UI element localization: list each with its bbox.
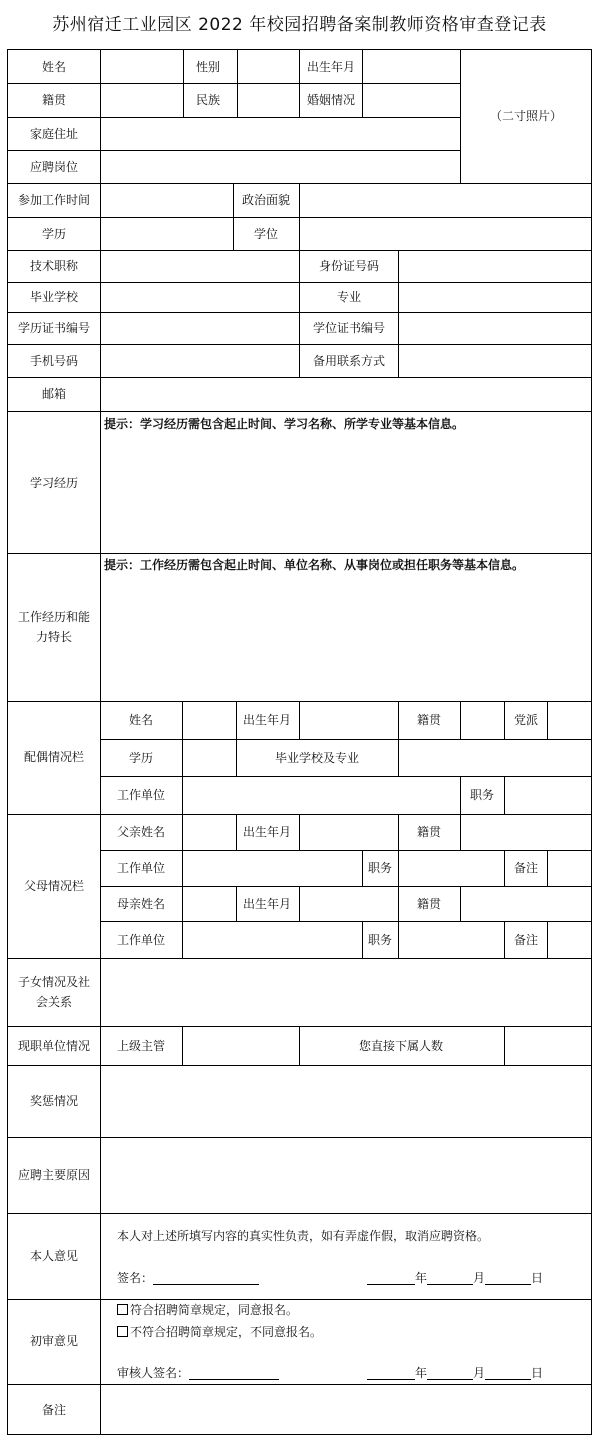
review-sign-line[interactable]: [189, 1367, 279, 1380]
spouse-party-label: 党派: [513, 713, 539, 727]
tech-title-label: 技术职称: [29, 259, 79, 273]
review-day-label: 日: [531, 1366, 544, 1380]
self-month-label: 月: [473, 1271, 486, 1285]
mother-employer-label: 工作单位: [116, 933, 166, 947]
review-day-line[interactable]: [485, 1367, 531, 1380]
self-sign-row: [117, 1271, 259, 1285]
children-label: 子女情况及社会关系: [17, 975, 90, 1009]
current-label: 现职单位情况: [17, 1039, 91, 1053]
political-label: 政治面貌: [241, 193, 291, 207]
checkbox-2[interactable]: [117, 1326, 128, 1337]
birth-label: 出生年月: [306, 60, 356, 74]
work-label: 工作经历和能力特长: [17, 610, 90, 644]
alt-contact-label: 备用联系方式: [312, 354, 386, 368]
study-hint: 提示：学习经历需包含起止时间、学习名称、所学专业等基本信息。: [104, 417, 465, 431]
self-date-row: [367, 1271, 543, 1285]
degree-cert-label: 学位证书编号: [312, 321, 386, 335]
father-native-label: 籍贯: [416, 825, 442, 839]
spouse-employer-label: 工作单位: [116, 788, 166, 802]
degree-label: 学位: [253, 227, 279, 241]
spouse-post-label: 职务: [469, 788, 495, 802]
awards-label: 奖惩情况: [29, 1094, 79, 1108]
major-label: 专业: [336, 290, 362, 304]
self-year-label: 年: [415, 1271, 428, 1285]
review-year-line[interactable]: [367, 1367, 415, 1380]
photo-placeholder: （二寸照片）: [489, 109, 563, 123]
self-sign-line[interactable]: [153, 1272, 259, 1285]
mother-name-label: 母亲姓名: [116, 897, 166, 911]
spouse-label: 配偶情况栏: [23, 750, 85, 764]
self-statement: 本人对上述所填写内容的真实性负责，如有弄虚作假，取消应聘资格。: [117, 1229, 490, 1243]
remarks-label: 备注: [41, 1403, 67, 1417]
mother-post-label: 职务: [367, 933, 393, 947]
father-employer-label: 工作单位: [116, 861, 166, 875]
self-opinion-label: 本人意见: [29, 1249, 79, 1263]
checkbox-1[interactable]: [117, 1304, 128, 1315]
reason-label: 应聘主要原因: [17, 1168, 91, 1182]
mother-birth-label: 出生年月: [242, 897, 292, 911]
position-label: 应聘岗位: [29, 160, 79, 174]
study-label: 学习经历: [29, 476, 79, 490]
self-day-label: 日: [531, 1271, 544, 1285]
self-year-line[interactable]: [367, 1272, 415, 1285]
superior-label: 上级主管: [116, 1039, 166, 1053]
review-month-label: 月: [473, 1366, 486, 1380]
father-name-label: 父亲姓名: [116, 825, 166, 839]
father-post-label: 职务: [367, 861, 393, 875]
review-month-line[interactable]: [427, 1367, 473, 1380]
ethnicity-label: 民族: [195, 93, 221, 107]
subordinates-label: 您直接下属人数: [358, 1039, 444, 1053]
review-option-1[interactable]: [117, 1303, 298, 1317]
mother-remark-label: 备注: [513, 933, 539, 947]
self-sign-label: 签名：: [117, 1271, 154, 1285]
review-option-2-text: 不符合招聘简章规定，不同意报名。: [130, 1325, 323, 1339]
spouse-name-label: 姓名: [128, 713, 154, 727]
native-label: 籍贯: [41, 93, 67, 107]
education-label: 学历: [41, 227, 67, 241]
father-remark-label: 备注: [513, 861, 539, 875]
self-month-line[interactable]: [427, 1272, 473, 1285]
parents-label: 父母情况栏: [23, 879, 85, 893]
review-sign-row: [117, 1366, 279, 1380]
id-number-label: 身份证号码: [318, 259, 380, 273]
edu-cert-label: 学历证书编号: [17, 321, 91, 335]
review-option-2[interactable]: [117, 1325, 322, 1339]
spouse-school-major-label: 毕业学校及专业: [274, 751, 360, 765]
email-label: 邮箱: [41, 387, 67, 401]
school-label: 毕业学校: [29, 290, 79, 304]
work-hint: 提示：工作经历需包含起止时间、单位名称、从事岗位或担任职务等基本信息。: [104, 558, 525, 572]
review-label: 初审意见: [29, 1334, 79, 1348]
address-label: 家庭住址: [29, 127, 79, 141]
spouse-native-label: 籍贯: [416, 713, 442, 727]
name-label: 姓名: [41, 60, 67, 74]
marital-label: 婚姻情况: [306, 93, 356, 107]
self-day-line[interactable]: [485, 1272, 531, 1285]
gender-label: 性别: [195, 60, 221, 74]
spouse-education-label: 学历: [128, 751, 154, 765]
phone-label: 手机号码: [29, 354, 79, 368]
review-date-row: [367, 1366, 543, 1380]
review-option-1-text: 符合招聘简章规定，同意报名。: [130, 1303, 299, 1317]
review-year-label: 年: [415, 1366, 428, 1380]
review-sign-label: 审核人签名：: [117, 1366, 190, 1380]
spouse-birth-label: 出生年月: [242, 713, 292, 727]
form-title: 苏州宿迁工业园区 2022 年校园招聘备案制教师资格审查登记表: [52, 15, 547, 35]
work-start-label: 参加工作时间: [17, 193, 91, 207]
father-birth-label: 出生年月: [242, 825, 292, 839]
mother-native-label: 籍贯: [416, 897, 442, 911]
